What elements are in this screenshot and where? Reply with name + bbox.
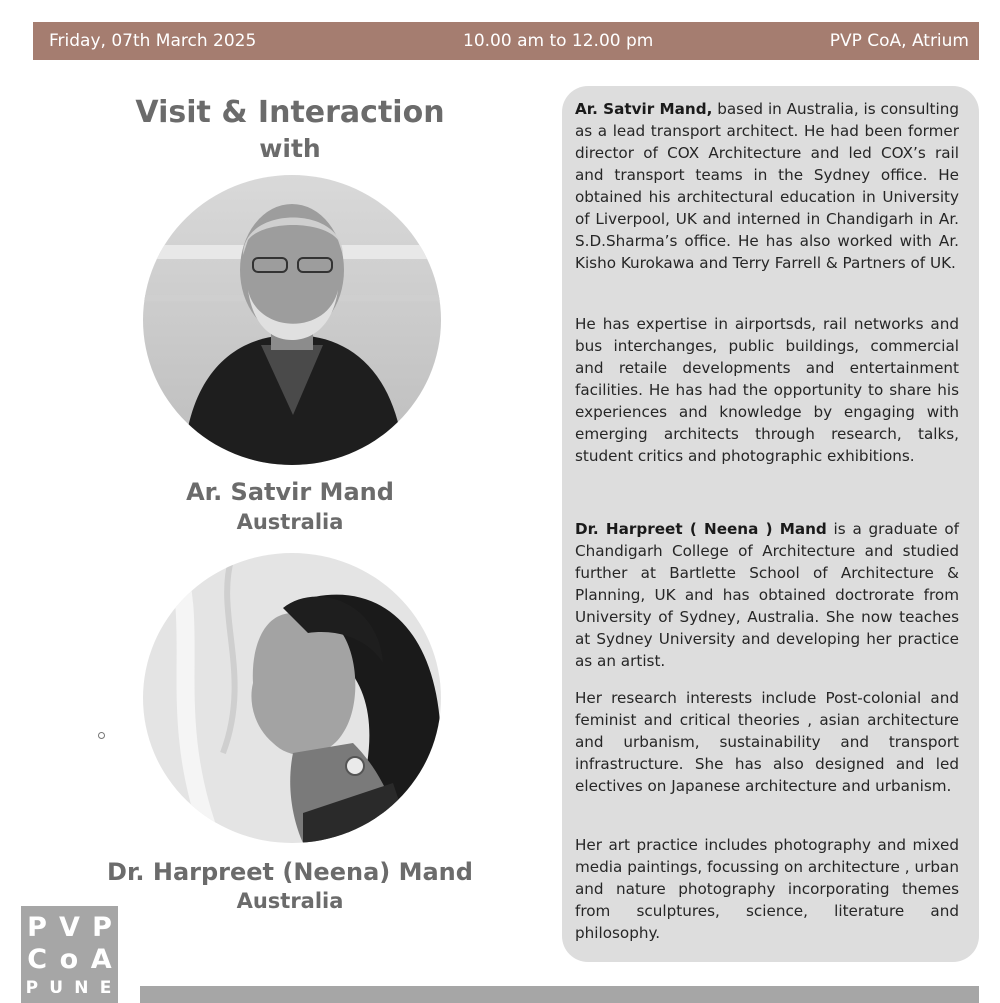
speaker-name: Ar. Satvir Mand xyxy=(186,478,394,506)
event-venue: PVP CoA, Atrium xyxy=(829,31,969,51)
event-info-bar xyxy=(33,22,979,60)
logo-letter: P xyxy=(92,912,112,943)
bio-text: He has expertise in airportsds, rail networks and bus interchanges, public buildings, commercial and retaile developments and entertainment facilities. He has had the opportunity to share his experiences and knowledge by engaging with emerging architects through research, talks, student critics and photographic exhibitions. xyxy=(575,315,959,465)
speaker-name: Dr. Harpreet (Neena) Mand xyxy=(107,858,473,886)
footer-bar xyxy=(140,986,979,1003)
logo-letter: P xyxy=(27,912,47,943)
bio-text: Her art practice includes photography and mixed media paintings, focussing on architecture , urban and nature photography incorporating themes from sculptures, science, literature and philosophy. xyxy=(575,836,959,942)
event-date: Friday, 07th March 2025 xyxy=(49,31,257,51)
bio-text: is a graduate of Chandigarh College of Architecture and studied further at Bartlette School of Architecture & Planning, UK and has obtained doctrorate from University of Sydney, Australia. She now teaches at Sydney University and developing her practice as an artist. xyxy=(575,520,959,670)
page-title: Visit & Interaction xyxy=(135,95,445,130)
bio-name-harpreet: Dr. Harpreet ( Neena ) Mand xyxy=(575,520,827,538)
speaker-country: Australia xyxy=(236,889,344,913)
bio-text: Her research interests include Post-colonial and feminist and critical theories , asian architecture and urbanism, sustainability and transport infrastructure. She has also designed and led electives on Japanese architecture and urbanism. xyxy=(575,689,959,795)
logo-letter: V xyxy=(59,912,80,943)
bio-satvir-paragraph-2 xyxy=(575,313,959,467)
bio-harpreet-paragraph-2 xyxy=(575,687,959,797)
logo-letter: U xyxy=(49,978,66,998)
page-subtitle: with xyxy=(259,134,321,163)
event-time: 10.00 am to 12.00 pm xyxy=(463,31,654,51)
pvp-coa-logo xyxy=(21,906,118,1003)
logo-letter: o xyxy=(59,944,79,975)
logo-letter: A xyxy=(90,944,112,975)
logo-letter: P xyxy=(25,978,41,998)
speaker-photo-harpreet xyxy=(143,553,441,843)
decorative-dot xyxy=(98,732,105,739)
bio-harpreet-paragraph-3 xyxy=(575,834,959,944)
logo-letter: N xyxy=(74,978,91,998)
logo-letter: E xyxy=(99,978,114,998)
bio-harpreet-paragraph-1 xyxy=(575,518,959,672)
speaker-country: Australia xyxy=(236,510,344,534)
bio-name-satvir: Ar. Satvir Mand, xyxy=(575,100,713,118)
bio-satvir-paragraph-1 xyxy=(575,98,959,274)
logo-letter: C xyxy=(27,944,48,975)
speaker-photo-satvir xyxy=(143,175,441,465)
bio-text: based in Australia, is consulting as a lead transport architect. He had been former director of COX Architecture and led COX’s rail and transport teams in the Sydney office. He obtained his architectural education in University of Liverpool, UK and interned in Chandigarh in Ar. S.D.Sharma’s office. He has also worked with Ar. Kisho Kurokawa and Terry Farrell & Partners of UK. xyxy=(575,100,959,272)
